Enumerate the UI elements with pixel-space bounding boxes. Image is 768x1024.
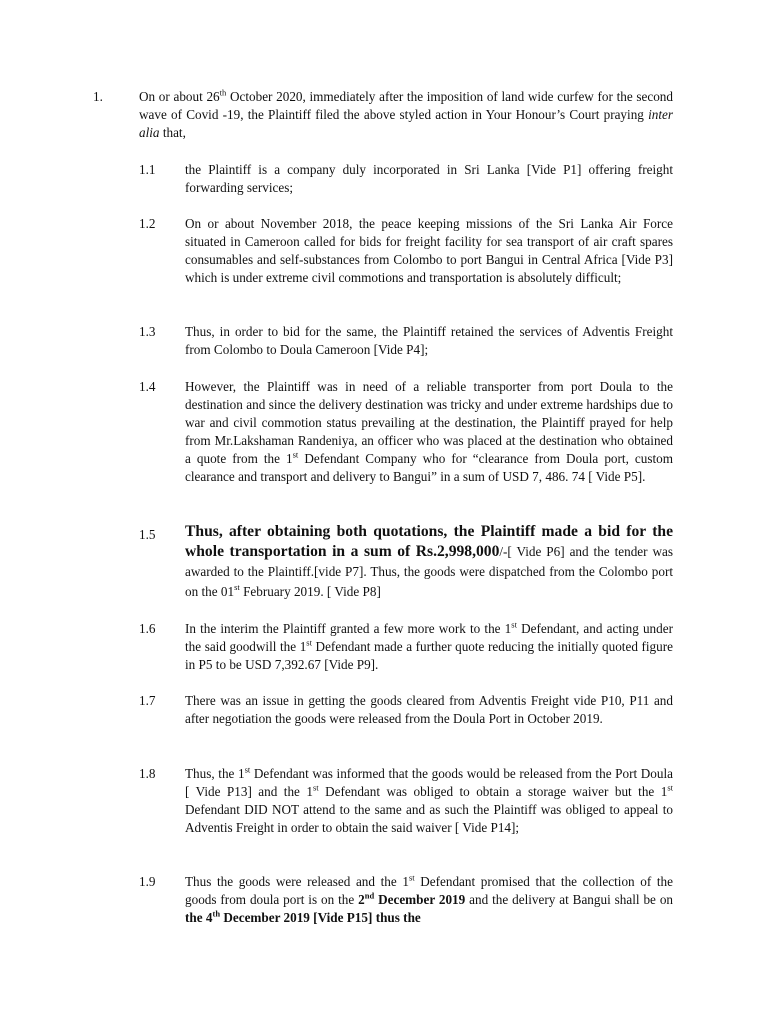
bold-text: the 4 <box>185 910 213 925</box>
paragraph-number-1-7: 1.7 <box>139 693 156 708</box>
paragraph-1-4 <box>185 378 673 486</box>
text: Defendant was informed that the goods would be released from the Port Doula [ Vide P13] and the 1 <box>185 766 673 799</box>
text: Defendant, and acting under the said goodwill the 1 <box>185 621 673 654</box>
paragraph-1 <box>139 88 673 142</box>
text: and the tender was awarded to the Plaintiff.[vide P7]. Thus, the goods were dispatched from the Colombo port on the 01 <box>185 544 673 599</box>
paragraph-number-1-3: 1.3 <box>139 324 156 339</box>
text: Defendant was obliged to obtain a storage waiver but the 1 <box>318 784 668 799</box>
paragraph-number-1-2: 1.2 <box>139 216 156 231</box>
superscript: st <box>292 449 299 460</box>
text: that, <box>159 125 186 140</box>
superscript: st <box>244 764 251 775</box>
bold-text: Thus, after obtaining both quotations, the Plaintiff made a bid for the whole transportation in a sum of Rs.2,998,000 <box>185 523 673 560</box>
bold-text: December 2019 [Vide P15] thus the <box>220 910 421 925</box>
superscript: st <box>312 782 319 793</box>
text: However, the Plaintiff was in need of a reliable transporter from port Doula to the destination and since the delivery destination was tricky and under extreme hardships due to war and civil commotion status prevailing at the destination, the Plaintiff prayed for help from Mr.Lakshaman Randeniya, an officer who was placed at the destination who obtained a quote from the 1 <box>185 379 673 466</box>
paragraph-1-3: Thus, in order to bid for the same, the Plaintiff retained the services of Adventis Freight from Colombo to Doula Cameroon [Vide P4]; <box>185 324 673 357</box>
superscript: st <box>234 581 240 592</box>
text: February 2019. [ Vide P8] <box>239 584 381 599</box>
text: Defendant promised that the collection of the goods from doula port is on the <box>185 874 673 907</box>
text: Defendant Company who for “clearance from Doula port, custom clearance and transport and delivery to Bangui” in a sum of USD 7, 486. 74 [ Vide P5]. <box>185 451 673 484</box>
paragraph-number-1-1: 1.1 <box>139 162 156 177</box>
paragraph-number-1-4: 1.4 <box>139 379 156 394</box>
text: Defendant made a further quote reducing the initially quoted figure in P5 to be USD 7,392.67 [Vide P9]. <box>185 639 673 672</box>
paragraph-1-5 <box>185 522 673 602</box>
superscript: th <box>212 908 221 919</box>
paragraph-number-1-5: 1.5 <box>139 527 156 542</box>
superscript: nd <box>364 890 375 901</box>
text: /-[ Vide P6] <box>499 544 565 559</box>
paragraph-1-7: There was an issue in getting the goods cleared from Adventis Freight vide P10, P11 and after negotiation the goods were released from the Doula Port in October 2019. <box>185 693 673 726</box>
bold-text: December 2019 <box>374 892 466 907</box>
bold-text: 2 <box>358 892 365 907</box>
text: Thus, the 1 <box>185 766 245 781</box>
superscript: st <box>667 782 674 793</box>
superscript: th <box>219 87 227 98</box>
paragraph-number-1: 1. <box>93 89 103 104</box>
superscript: st <box>408 872 415 883</box>
paragraph-1-6 <box>185 620 673 674</box>
paragraph-number-1-8: 1.8 <box>139 766 156 781</box>
text: In the interim the Plaintiff granted a few more work to the 1 <box>185 621 512 636</box>
paragraph-number-1-9: 1.9 <box>139 874 156 889</box>
paragraph-1-1: the Plaintiff is a company duly incorporated in Sri Lanka [Vide P1] offering freight forwarding services; <box>185 162 673 195</box>
text: Thus the goods were released and the 1 <box>185 874 409 889</box>
paragraph-1-8 <box>185 765 673 837</box>
text: On or about 26 <box>139 89 220 104</box>
paragraph-1-2: On or about November 2018, the peace keeping missions of the Sri Lanka Air Force situated in Cameroon called for bids for freight facility for sea transport of air craft spares consumables and self-substances from Colombo to port Bangui in Central Africa [Vide P3] which is under extreme civil commotions and transportation is absolutely difficult; <box>185 216 673 285</box>
paragraph-1-9 <box>185 873 673 927</box>
paragraph-number-1-6: 1.6 <box>139 621 156 636</box>
superscript: st <box>511 619 517 630</box>
text: Defendant DID NOT attend to the same and as such the Plaintiff was obliged to appeal to Adventis Freight in order to obtain the said waiver [ Vide P14]; <box>185 802 673 835</box>
italic-text: inter alia <box>139 107 673 140</box>
superscript: st <box>306 637 312 648</box>
text: October 2020, immediately after the imposition of land wide curfew for the second wave of Covid -19, the Plaintiff filed the above styled action in Your Honour’s Court praying <box>139 89 673 122</box>
text: and the delivery at Bangui shall be on <box>465 892 674 907</box>
